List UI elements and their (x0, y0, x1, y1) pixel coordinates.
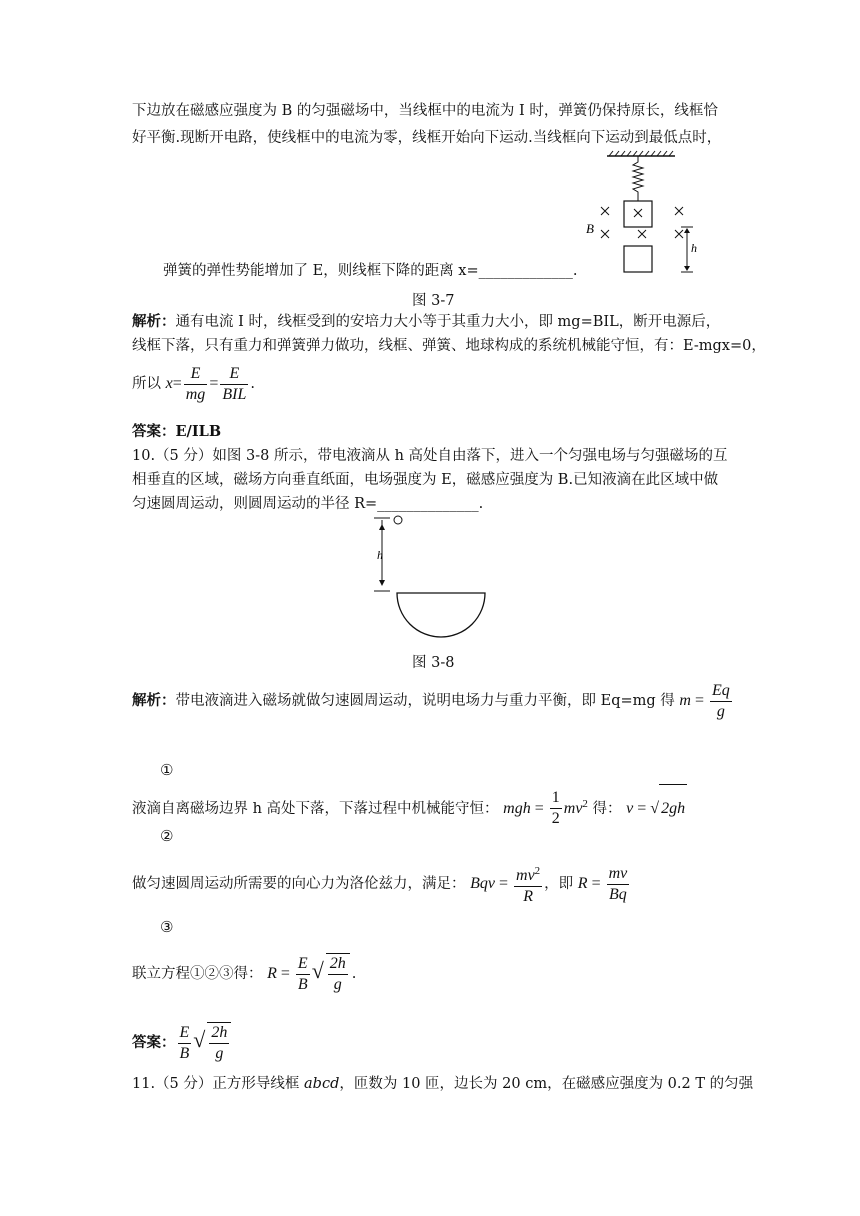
figure-3-8 (365, 510, 495, 642)
q9-line3: 弹簧的弹性势能增加了 E，则线框下降的距离 x=_____________. (163, 263, 578, 279)
fig-3-7-caption: 图 3-7 (412, 293, 455, 309)
mark-1: ① (160, 761, 174, 779)
figure-3-7 (580, 150, 710, 278)
q10-line3: 匀速圆周运动，则圆周运动的半径 R=______________. (132, 496, 484, 512)
q10-lorentz-line: 做匀速圆周运动所需要的向心力为洛伦兹力，满足： Bqv = $\frac{mv^2}{R}$ ，即 R = $\frac{mv}{Bq}$ (132, 860, 631, 908)
q10-analysis-line1: 解析：带电液滴进入磁场就做匀速圆周运动，说明电场力与重力平衡，即 Eq=mg 得 m = $\frac{Eq}{g}$ (132, 681, 730, 720)
fig-label-B: B (586, 221, 594, 236)
droplet (394, 516, 402, 524)
frame-lower (624, 246, 652, 272)
q9-analysis-line1: 解析：通有电流 I 时，线框受到的安培力大小等于其重力大小，即 mg=BIL，断开电源后， (132, 313, 721, 330)
q9-analysis-line2: 线框下落，只有重力和弹簧弹力做功，线框、弹簧、地球构成的系统机械能守恒，有：E-mgx=0， (132, 338, 766, 354)
q9-result-equation: 所以 x= $\frac{E}{mg}$ = $\frac{E}{\text{BIL}}$ . (132, 364, 255, 403)
q9-line2: 好平衡.现断开电路，使线框中的电流为零，线框开始向下运动.当线框向下运动到最低点时， (132, 130, 722, 146)
fraction-mv-over-Bq: $\frac{mv}{Bq}$ (608, 864, 628, 903)
field-region-semicircle (397, 593, 485, 637)
fraction-E-over-mg: $\frac{E}{mg}$ (185, 364, 206, 403)
mark-3: ③ (160, 918, 174, 936)
frame-upper (624, 201, 652, 227)
fig-label-h: h (691, 241, 697, 255)
spring (633, 156, 643, 201)
q10-answer: 答案： $\frac{E}{B}$ √ $\frac{2h}{g}$ (132, 1016, 233, 1067)
q10-line1: 10.（5 分）如图 3-8 所示，带电液滴从 h 高处自由落下，进入一个匀强电场与匀强磁场的互 (132, 448, 728, 464)
q10-line2: 相垂直的区域，磁场方向垂直纸面，电场强度为 E，磁感应强度为 B.已知液滴在此区域中做 (132, 472, 719, 488)
answer-sqrt-2h-over-g: $\frac{2h}{g}$ (207, 1022, 231, 1064)
fraction-one-half: $\frac{1}{2}$ (551, 789, 560, 828)
fig-3-8-caption: 图 3-8 (412, 655, 455, 671)
sqrt-2h-over-g: $\frac{2h}{g}$ (326, 953, 350, 995)
fraction-E-over-B: $\frac{E}{B}$ (297, 954, 308, 993)
q11-line1: 11.（5 分）正方形导线框 abcd，匝数为 10 匝，边长为 20 cm，在磁感应强度为 0.2 T 的匀强 (132, 1076, 754, 1092)
fraction-E-over-BIL: $\frac{E}{\text{BIL}}$ (222, 364, 247, 403)
mark-2: ② (160, 827, 174, 845)
fraction-mv2-over-R: $\frac{mv^2}{R}$ (514, 861, 542, 907)
q10-combine-line: 联立方程①②③得： R = $\frac{E}{B}$ √ $\frac{2h}{g}$ . (132, 954, 357, 993)
fraction-Eq-over-g: $\frac{Eq}{g}$ (711, 681, 730, 720)
q9-line1: 下边放在磁感应强度为 B 的匀强磁场中，当线框中的电流为 I 时，弹簧仍保持原长，线框恰 (132, 103, 718, 119)
field-crosses (601, 207, 683, 238)
q10-energy-line: 液滴自离磁场边界 h 高处下落，下落过程中机械能守恒： mgh = $\frac{1}{2}$ $mv^2$ 得： v = √ 2gh (132, 780, 687, 833)
fig-label-h: h (377, 548, 383, 562)
analysis-label: 解析： (132, 313, 176, 330)
answer-fraction-E-over-B: $\frac{E}{B}$ (179, 1023, 190, 1062)
q9-answer: 答案：E/ILB (132, 423, 222, 440)
